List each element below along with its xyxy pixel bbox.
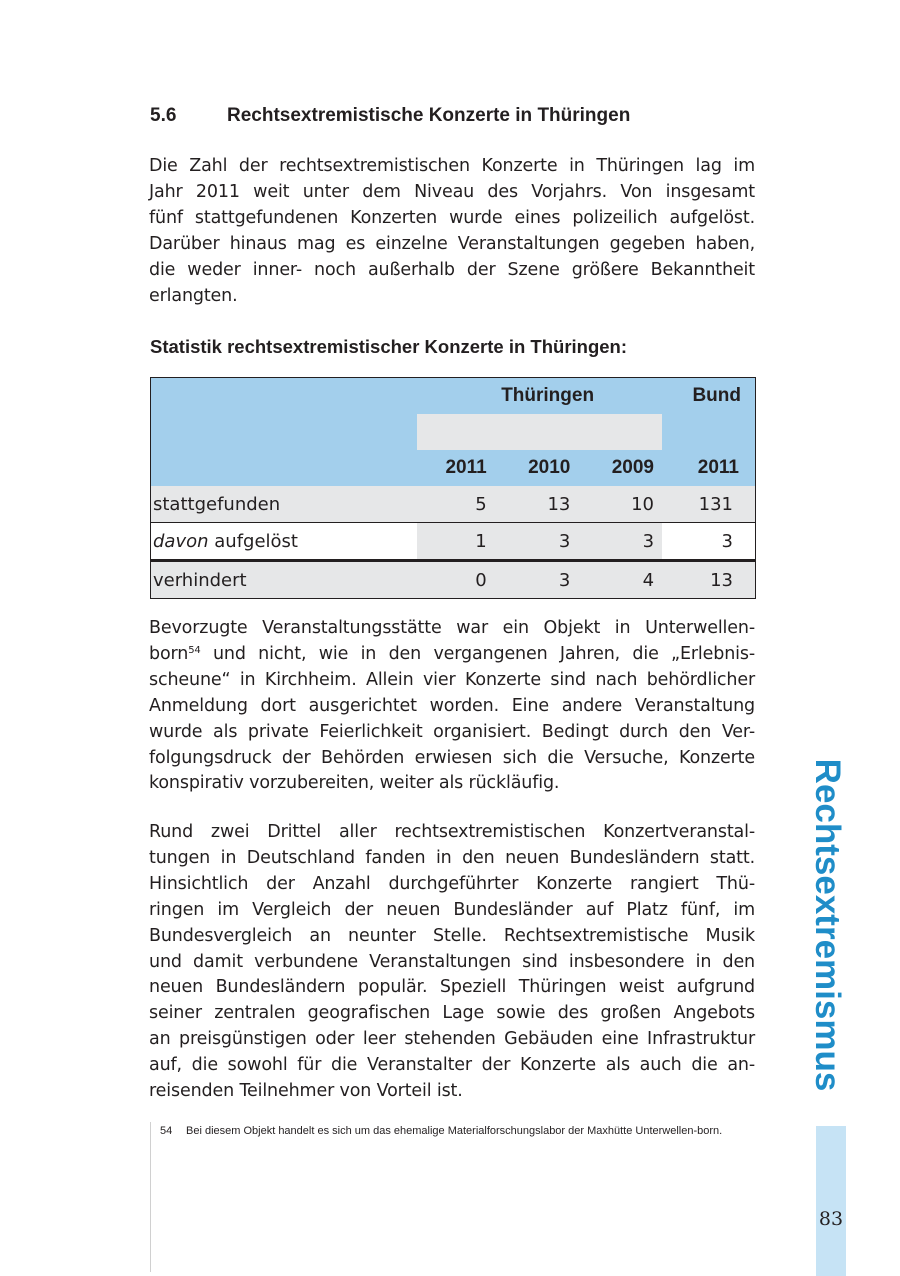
header-bund: Bund <box>662 378 755 415</box>
table-cell: 13 <box>501 486 585 523</box>
table-row <box>151 561 756 599</box>
text-line: tungen in Deutschland fanden in den neuen Bundesländern statt. <box>149 847 755 868</box>
text-line: neuen Bundesländern populär. Speziell Thüringen weist aufgrund <box>149 977 755 998</box>
table-cell: 3 <box>501 523 585 561</box>
text-line: Rund zwei Drittel aller rechtsextremistischen Konzertveranstal- <box>149 822 755 842</box>
header-year: 2009 <box>584 450 662 486</box>
text-line: konspirativ vorzubereiten, weiter als rückläufig. <box>149 773 560 794</box>
text-line: wurde als private Feierlichkeit organisiert. Bedingt durch den Ver- <box>149 721 755 742</box>
table-cell: 10 <box>584 486 662 523</box>
table-cell: 3 <box>662 523 755 561</box>
text-line: seiner zentralen geografischen Lage sowie des großen Angebots <box>149 1003 755 1024</box>
table-header-groups <box>151 378 756 415</box>
table-row <box>151 486 756 523</box>
page-number: 83 <box>818 1208 844 1230</box>
text-line: fünf stattgefundenen Konzerten wurde eines polizeilich aufgelöst. <box>149 207 755 228</box>
table-cell: 13 <box>662 561 755 599</box>
table-header-years <box>151 450 756 486</box>
header-thueringen: Thüringen <box>417 378 662 415</box>
text-line: Die Zahl der rechtsextremistischen Konzerte in Thüringen lag im <box>149 156 755 176</box>
footnote-rule <box>150 1122 151 1272</box>
text-line: Anmeldung dort ausgerichtet worden. Eine andere Veranstaltung <box>149 695 755 716</box>
text-line: die weder inner- noch außerhalb der Szene größere Bekanntheit <box>149 259 755 280</box>
paragraph-intro <box>149 154 755 309</box>
chapter-side-title-text: Rechtsextremismus <box>808 758 847 1091</box>
section-number: 5.6 <box>150 105 177 126</box>
table-cell: 131 <box>662 486 755 523</box>
paragraph-region <box>149 820 755 1105</box>
paragraph-venue <box>149 616 755 797</box>
text-line: auf, die sowohl für die Veranstalter der Konzerte als auch die an- <box>149 1055 755 1076</box>
text-line: scheune“ in Kirchheim. Allein vier Konzerte sind nach behördlicher <box>149 669 755 690</box>
header-year: 2011 <box>662 450 755 486</box>
text-line: folgungsdruck der Behörden erwiesen sich die Versuche, Konzerte <box>149 747 755 768</box>
page-number-bar <box>816 1126 846 1276</box>
text-line: born$^{54}$ und nicht, wie in den vergangenen Jahren, die „Erlebnis- <box>149 643 755 664</box>
header-year: 2011 <box>417 450 500 486</box>
table-row <box>151 523 756 561</box>
row-label: stattgefunden <box>151 486 418 523</box>
header-year: 2010 <box>501 450 585 486</box>
text-line: reisenden Teilnehmer von Vorteil ist. <box>149 1081 463 1102</box>
text-line: Bevorzugte Veranstaltungsstätte war ein Objekt in Unterwellen- <box>149 618 755 638</box>
row-label <box>151 523 418 561</box>
footnote-number: 54 <box>160 1125 173 1137</box>
row-label-rest: aufgelöst <box>208 530 298 552</box>
table-caption: Statistik rechtsextremistischer Konzerte in Thüringen: <box>150 336 628 357</box>
table-header-spacer <box>151 414 756 450</box>
text-line: erlangten. <box>149 285 238 306</box>
text-line: Darüber hinaus mag es einzelne Veranstaltungen gegeben haben, <box>149 233 755 254</box>
row-label: verhindert <box>151 561 418 599</box>
text-line: und damit verbundene Veranstaltungen sind insbesondere in den <box>149 951 755 972</box>
footnote-ref: 54 <box>188 644 201 656</box>
table-cell: 3 <box>584 523 662 561</box>
text-line: an preisgünstigen oder leer stehenden Gebäuden eine Infrastruktur <box>149 1029 755 1050</box>
text-line: ringen im Vergleich der neuen Bundesländer auf Platz fünf, im <box>149 899 755 920</box>
table-cell: 1 <box>417 523 500 561</box>
text-line: Jahr 2011 weit unter dem Niveau des Vorjahrs. Von insgesamt <box>149 181 755 202</box>
table-cell: 3 <box>501 561 585 599</box>
table-cell: 4 <box>584 561 662 599</box>
text-line: Hinsichtlich der Anzahl durchgeführter Konzerte rangiert Thü- <box>149 873 755 894</box>
table-cell: 5 <box>417 486 500 523</box>
section-title: Rechtsextremistische Konzerte in Thüringen <box>227 105 631 126</box>
table-cell: 0 <box>417 561 500 599</box>
text-line: Bundesvergleich an neunter Stelle. Rechtsextremistische Musik <box>149 925 755 946</box>
row-label-italic: davon <box>153 530 209 552</box>
concert-statistics-table <box>150 377 756 599</box>
chapter-side-title <box>807 758 847 1091</box>
footnote-text: Bei diesem Objekt handelt es sich um das ehemalige Materialforschungslabor der Maxhütte Unterwellen-born. <box>186 1125 723 1137</box>
section-heading <box>150 103 770 129</box>
